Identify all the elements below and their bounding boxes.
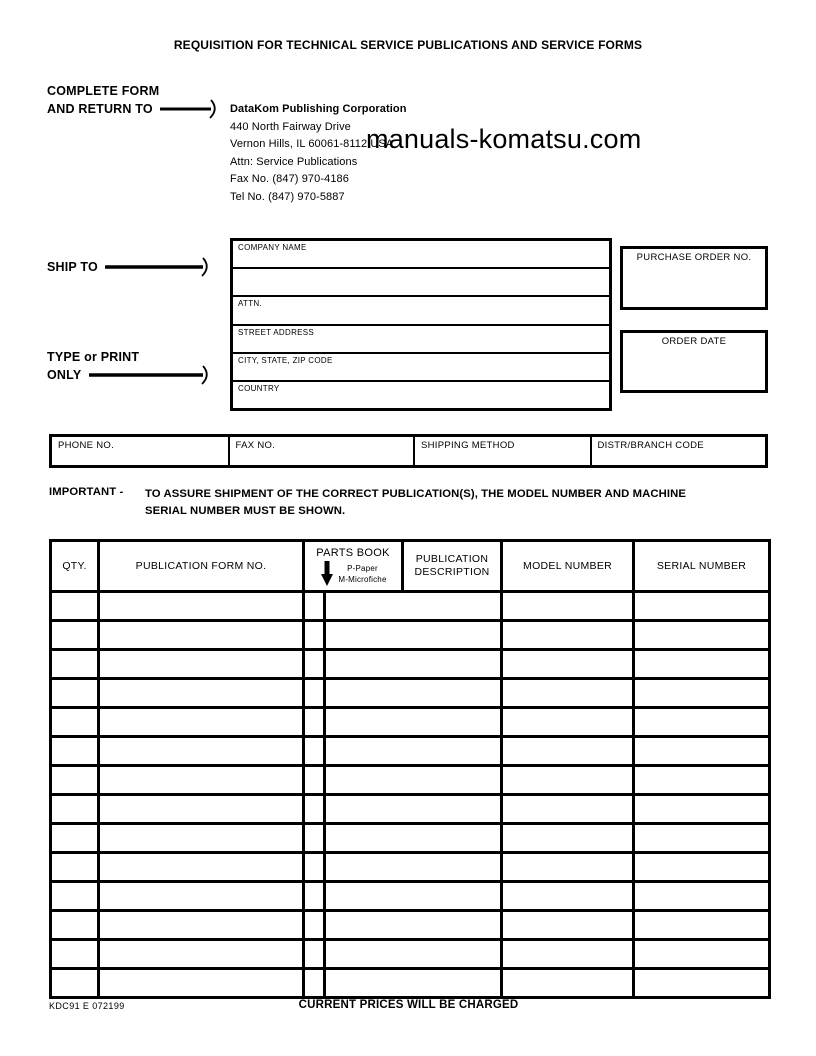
description-header-line2: DESCRIPTION [414, 566, 490, 578]
important-label: IMPORTANT - [49, 486, 124, 498]
form-no-cell [99, 795, 304, 824]
form-no-cell [99, 650, 304, 679]
description-cell [325, 911, 502, 940]
order-table-row [51, 824, 770, 853]
serial-cell [634, 621, 770, 650]
parts-book-code-cell [304, 737, 325, 766]
form-no-cell [99, 911, 304, 940]
order-date-label: ORDER DATE [661, 336, 727, 347]
contact-info-row [49, 434, 768, 468]
parts-book-code-cell [304, 911, 325, 940]
model-cell [502, 911, 634, 940]
order-table-row [51, 940, 770, 969]
description-cell [325, 824, 502, 853]
fax-no-field: FAX NO. [228, 437, 413, 465]
order-table-row [51, 679, 770, 708]
ship-to-field-city-state-zip: CITY, STATE, ZIP CODE [233, 352, 609, 380]
form-no-cell [99, 592, 304, 621]
publisher-street: 440 North Fairway Drive [230, 120, 351, 133]
serial-column-header: SERIAL NUMBER [634, 541, 770, 592]
form-no-cell [99, 766, 304, 795]
parts-book-column-header [304, 541, 403, 592]
type-print-pointer-icon [89, 363, 213, 387]
model-cell [502, 708, 634, 737]
model-cell [502, 592, 634, 621]
down-arrow-icon [321, 561, 333, 586]
publisher-fax: Fax No. (847) 970-4186 [230, 173, 349, 185]
publisher-attn: Attn: Service Publications [230, 155, 358, 168]
qty-cell [51, 882, 99, 911]
model-cell [502, 650, 634, 679]
serial-cell [634, 969, 770, 998]
parts-book-code-cell [304, 969, 325, 998]
description-cell [325, 795, 502, 824]
order-table-row [51, 911, 770, 940]
order-table-body [51, 592, 770, 998]
form-no-cell [99, 621, 304, 650]
parts-book-code-cell [304, 824, 325, 853]
model-cell [502, 969, 634, 998]
parts-book-code-cell [304, 795, 325, 824]
form-no-column-header: PUBLICATION FORM NO. [99, 541, 304, 592]
form-no-cell [99, 940, 304, 969]
description-cell [325, 679, 502, 708]
qty-cell [51, 824, 99, 853]
qty-cell [51, 708, 99, 737]
description-cell [325, 708, 502, 737]
parts-book-code-cell [304, 621, 325, 650]
serial-cell [634, 940, 770, 969]
description-cell [325, 766, 502, 795]
parts-book-title: PARTS BOOK [316, 547, 390, 559]
form-no-cell [99, 969, 304, 998]
model-cell [502, 679, 634, 708]
phone-no-field: PHONE NO. [58, 440, 115, 451]
description-cell [325, 592, 502, 621]
publisher-city: Vernon Hills, IL 60061-8112 USA [230, 138, 394, 150]
serial-cell [634, 650, 770, 679]
order-table-row [51, 592, 770, 621]
qty-cell [51, 679, 99, 708]
ship-to-field-company-name: COMPANY NAME [238, 243, 307, 252]
return-to-label-line2: AND RETURN TO [47, 102, 153, 116]
parts-book-code-cell [304, 940, 325, 969]
serial-cell [634, 853, 770, 882]
important-line1: TO ASSURE SHIPMENT OF THE CORRECT PUBLICATION(S), THE MODEL NUMBER AND MACHINE [145, 488, 687, 500]
model-cell [502, 824, 634, 853]
ship-to-label: SHIP TO [47, 260, 98, 274]
description-cell [325, 621, 502, 650]
serial-cell [634, 795, 770, 824]
prices-notice: CURRENT PRICES WILL BE CHARGED [298, 999, 519, 1011]
ship-to-field-attn: ATTN. [233, 295, 609, 323]
ship-to-field-company-name-cont [233, 267, 609, 295]
publisher-tel: Tel No. (847) 970-5887 [230, 190, 345, 203]
serial-cell [634, 824, 770, 853]
important-line2: SERIAL NUMBER MUST BE SHOWN. [145, 505, 346, 517]
purchase-order-label: PURCHASE ORDER NO. [636, 252, 752, 263]
description-cell [325, 969, 502, 998]
serial-cell [634, 679, 770, 708]
form-no-cell [99, 882, 304, 911]
description-cell [325, 737, 502, 766]
qty-cell [51, 795, 99, 824]
order-table-row [51, 766, 770, 795]
description-column-header [403, 541, 502, 592]
qty-cell [51, 911, 99, 940]
form-no-cell [99, 824, 304, 853]
form-title: REQUISITION FOR TECHNICAL SERVICE PUBLICATIONS AND SERVICE FORMS [173, 38, 643, 52]
model-cell [502, 853, 634, 882]
return-to-label-line1: COMPLETE FORM [47, 84, 160, 98]
ship-to-pointer-icon [105, 255, 213, 279]
serial-cell [634, 737, 770, 766]
model-cell [502, 766, 634, 795]
order-table-row [51, 882, 770, 911]
serial-cell [634, 708, 770, 737]
order-table-row [51, 969, 770, 998]
model-column-header: MODEL NUMBER [502, 541, 634, 592]
parts-book-code-cell [304, 650, 325, 679]
form-code: KDC91 E 072199 [49, 1001, 125, 1011]
qty-cell [51, 766, 99, 795]
distr-branch-code-field: DISTR/BRANCH CODE [590, 437, 765, 465]
model-cell [502, 795, 634, 824]
description-cell [325, 940, 502, 969]
serial-cell [634, 592, 770, 621]
parts-book-code-cell [304, 708, 325, 737]
order-table-row [51, 650, 770, 679]
watermark: manuals-komatsu.com [366, 124, 642, 154]
model-cell [502, 737, 634, 766]
qty-cell [51, 940, 99, 969]
parts-book-code-cell [304, 766, 325, 795]
description-header-line1: PUBLICATION [415, 553, 489, 565]
parts-book-code-cell [304, 679, 325, 708]
type-print-label-line1: TYPE or PRINT [47, 350, 140, 364]
qty-cell [51, 737, 99, 766]
ship-to-box [230, 238, 612, 411]
qty-cell [51, 650, 99, 679]
form-no-cell [99, 708, 304, 737]
qty-cell [51, 621, 99, 650]
qty-cell [51, 969, 99, 998]
order-date-box [620, 330, 768, 393]
parts-book-microfiche-code: M-Microfiche [338, 574, 387, 584]
return-to-label [47, 82, 159, 118]
qty-cell [51, 592, 99, 621]
order-table-row [51, 708, 770, 737]
order-table-row [51, 621, 770, 650]
serial-cell [634, 882, 770, 911]
order-table-row [51, 853, 770, 882]
model-cell [502, 940, 634, 969]
description-cell [325, 650, 502, 679]
parts-book-code-cell [304, 853, 325, 882]
form-no-cell [99, 737, 304, 766]
model-cell [502, 882, 634, 911]
purchase-order-box [620, 246, 768, 310]
return-to-pointer-icon [160, 97, 220, 121]
type-print-label-line2: ONLY [47, 368, 82, 382]
order-table-row [51, 737, 770, 766]
serial-cell [634, 766, 770, 795]
serial-cell [634, 911, 770, 940]
ship-to-field-street-address: STREET ADDRESS [233, 324, 609, 352]
form-no-cell [99, 853, 304, 882]
qty-cell [51, 853, 99, 882]
parts-book-code-cell [304, 882, 325, 911]
publication-order-table [49, 539, 771, 999]
shipping-method-field: SHIPPING METHOD [413, 437, 590, 465]
model-cell [502, 621, 634, 650]
parts-book-code-cell [304, 592, 325, 621]
publisher-name: DataKom Publishing Corporation [230, 103, 407, 115]
order-table-header-row [51, 541, 770, 592]
qty-column-header: QTY. [51, 541, 99, 592]
important-note [49, 486, 686, 520]
form-no-cell [99, 679, 304, 708]
description-cell [325, 853, 502, 882]
description-cell [325, 882, 502, 911]
order-table-row [51, 795, 770, 824]
ship-to-field-country: COUNTRY [233, 380, 609, 408]
parts-book-paper-code: P-Paper [347, 563, 378, 573]
